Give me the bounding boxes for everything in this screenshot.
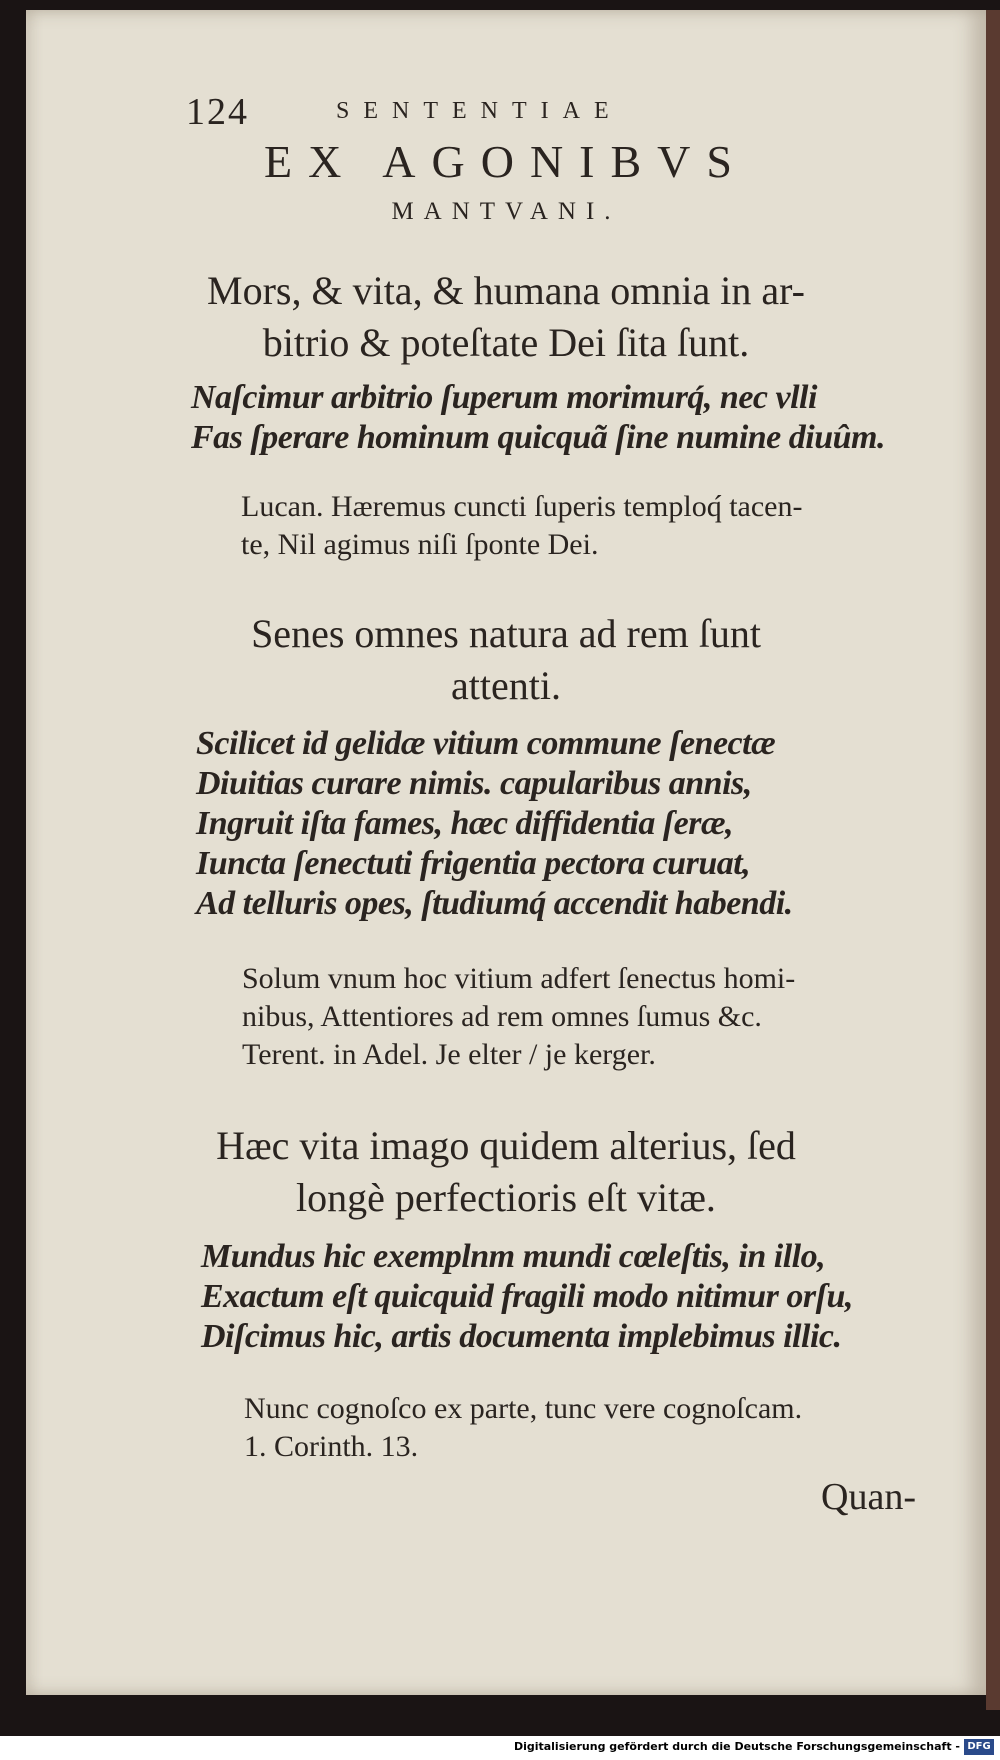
verse-block-2 bbox=[196, 724, 793, 924]
commentary-line: 1. Corinth. 13. bbox=[244, 1430, 419, 1463]
page-number: 124 bbox=[186, 91, 249, 133]
catchword: Quan- bbox=[821, 1476, 916, 1518]
running-head: SENTENTIAE bbox=[336, 98, 623, 124]
section-heading-2 bbox=[26, 608, 986, 712]
page-header bbox=[186, 90, 746, 140]
heading-line: longè perfectioris eſt vitæ. bbox=[296, 1175, 716, 1220]
verse-block-1 bbox=[191, 378, 885, 458]
verse-line: Ad telluris opes, ſtudiumq́ accendit habendi. bbox=[196, 885, 793, 922]
heading-line: bitrio & poteſtate Dei ſita ſunt. bbox=[262, 320, 750, 365]
book-page bbox=[26, 10, 986, 1695]
commentary-line: Solum vnum hoc vitium adfert ſenectus homi- bbox=[242, 962, 796, 995]
verse-line: Exactum eſt quicquid fragili modo nitimur orſu, bbox=[201, 1278, 853, 1315]
verse-line: Diuitias curare nimis. capularibus annis, bbox=[196, 765, 752, 802]
verse-line: Scilicet id gelidæ vitium commune ſenectæ bbox=[196, 725, 776, 762]
dfg-logo-icon: DFG bbox=[964, 1739, 994, 1755]
section-heading-3 bbox=[26, 1120, 986, 1224]
verse-block-3 bbox=[201, 1237, 853, 1357]
commentary-line: Nunc cognoſco ex parte, tunc vere cognoſcam. bbox=[244, 1392, 803, 1425]
verse-line: Mundus hic exemplnm mundi cœleſtis, in illo, bbox=[201, 1238, 826, 1275]
verse-line: Naſcimur arbitrio ſuperum morimurq́, nec vlli bbox=[191, 379, 817, 416]
verse-line: Diſcimus hic, artis documenta implebimus illic. bbox=[201, 1318, 842, 1355]
verse-line: Fas ſperare hominum quicquã ſine numine diuûm. bbox=[191, 419, 885, 456]
commentary-line: nibus, Attentiores ad rem omnes ſumus &c. bbox=[242, 1000, 762, 1033]
heading-line: Mors, & vita, & humana omnia in ar- bbox=[207, 268, 805, 313]
commentary-line: Terent. in Adel. Je elter / je kerger. bbox=[242, 1038, 656, 1071]
heading-line: attenti. bbox=[451, 663, 561, 708]
commentary-line: Lucan. Hæremus cuncti ſuperis temploq́ tacen- bbox=[241, 490, 803, 523]
section-title: EX AGONIBVS bbox=[264, 136, 748, 187]
footer-credit: Digitalisierung gefördert durch die Deutsche Forschungsgemeinschaft - bbox=[513, 1740, 960, 1753]
commentary-block-2 bbox=[242, 960, 795, 1074]
verse-line: Iuncta ſenectuti frigentia pectora curuat, bbox=[196, 845, 751, 882]
page-edge bbox=[986, 10, 1000, 1710]
commentary-line: te, Nil agimus niſi ſponte Dei. bbox=[241, 528, 599, 561]
heading-line: Hæc vita imago quidem alterius, ſed bbox=[216, 1123, 796, 1168]
section-subtitle: MANTVANI. bbox=[391, 198, 621, 225]
commentary-block-1 bbox=[241, 488, 803, 564]
section-heading-1 bbox=[26, 265, 986, 369]
commentary-block-3 bbox=[244, 1390, 802, 1466]
footer-bar bbox=[0, 1736, 1000, 1760]
heading-line: Senes omnes natura ad rem ſunt bbox=[251, 611, 761, 656]
verse-line: Ingruit iſta fames, hæc diffidentia ſeræ, bbox=[196, 805, 734, 842]
